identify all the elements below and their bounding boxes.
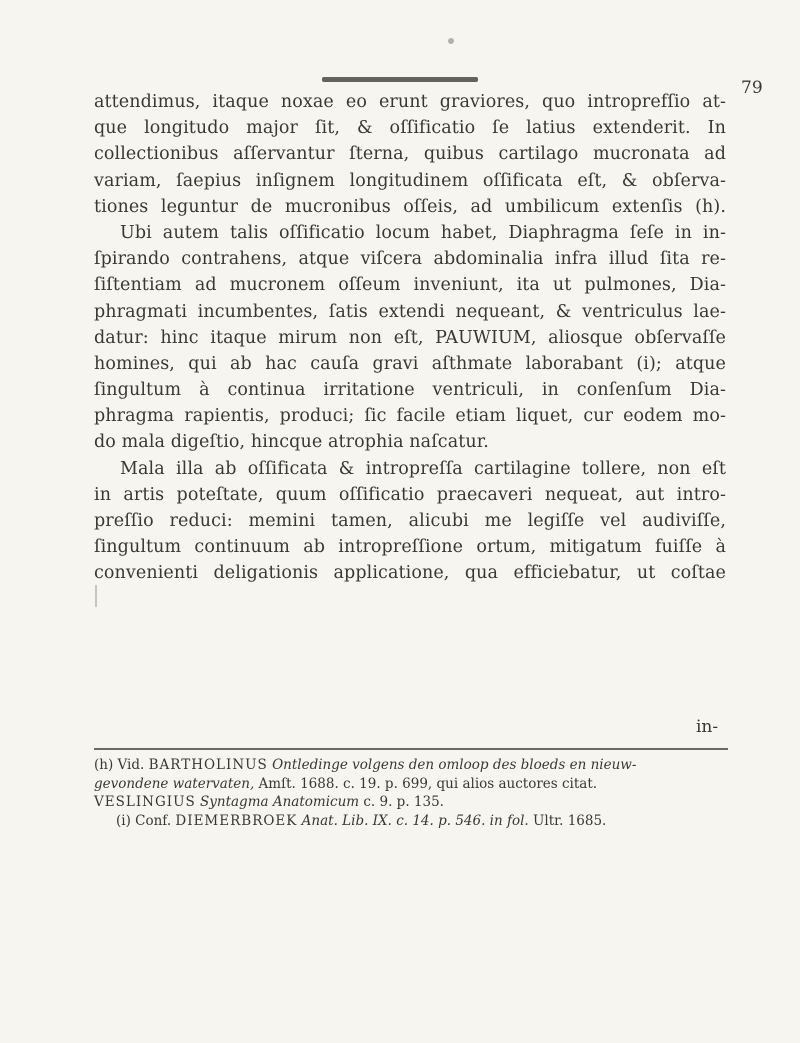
footnote-h-continued (94, 793, 728, 812)
footnote-title: Syntagma Anatomicum (200, 794, 360, 810)
footnote-title: Anat. Lib. IX. c. 14. p. 546. in fol. (301, 812, 529, 829)
text-line: preſſio reduci: memini tamen, alicubi me legiſſe vel audiviſſe, (94, 511, 726, 531)
text-line: do mala digeſtio, hincque atrophia naſcatur. (94, 432, 489, 453)
footnote-h (94, 756, 728, 775)
footnote-details: Amſt. 1688. c. 19. p. 699, qui alios auctores citat. (258, 775, 598, 792)
margin-mark (95, 585, 97, 607)
paper-speck (448, 38, 454, 44)
main-text-block (94, 89, 726, 587)
text-line: ſpirando contrahens, atque viſcera abdominalia infra illud ſita re- (94, 249, 726, 270)
footnote-rule (94, 748, 728, 750)
text-line: phragma rapientis, produci; ſic facile etiam liquet, cur eodem mo- (94, 406, 726, 427)
footnote-author: VESLINGIUS (94, 794, 196, 810)
text-line: tiones leguntur de mucronibus oſſeis, ad umbilicum extenſis (h). (94, 196, 726, 217)
footnote-h-continued (94, 775, 728, 794)
footnote-title: Ontledinge volgens den omloop des bloeds en nieuw- (272, 757, 637, 773)
text-line: variam, ſaepius inſignem longitudinem oſſificata eſt, & obſerva- (94, 170, 726, 191)
footnote-i (94, 812, 728, 831)
text-line: collectionibus aſſervantur ſterna, quibus cartilago mucronata ad (94, 144, 726, 165)
text-line: convenienti deligationis applicatione, qua efficiebatur, ut coſtae (94, 563, 726, 584)
footnote-conf: Conf. (135, 812, 172, 829)
page-number: 79 (741, 78, 763, 98)
text-line: Mala illa ab oſſificata & intropreſſa cartilagine tollere, non eſt (120, 458, 726, 479)
text-line: in artis poteſtate, quum oſſificatio praecaveri nequeat, aut intro- (94, 484, 726, 505)
header-ink-smudge (322, 77, 478, 82)
footnotes (94, 756, 728, 830)
text-line: Ubi autem talis oſſificatio locum habet, Diaphragma ſeſe in in- (120, 222, 726, 243)
footnote-marker: (h) (94, 757, 114, 773)
footnote-details: Ultr. 1685. (533, 812, 607, 829)
text-line: homines, qui ab hac cauſa gravi aſthmate laborabant (i); atque (94, 353, 726, 374)
text-line: datur: hinc itaque mirum non eſt, PAUWIUM, aliosque obſervaſſe (94, 327, 726, 348)
footnote-marker: (i) (116, 812, 131, 829)
text-line: ſingultum continuum ab intropreſſione ortum, mitigatum fuiſſe à (94, 537, 726, 558)
footnote-vid: Vid. (117, 757, 145, 773)
text-line: ſiſtentiam ad mucronem oſſeum inveniunt, ita ut pulmones, Dia- (94, 275, 726, 296)
text-line: attendimus, itaque noxae eo erunt graviores, quo introprefſio at- (94, 92, 726, 112)
text-line: phragmati incumbentes, ſatis extendi nequeant, & ventriculus lae- (94, 301, 726, 322)
footnote-details: c. 9. p. 135. (363, 794, 444, 810)
footnote-title-cont: gevondene watervaten, (94, 775, 255, 792)
text-line: que longitudo major ſit, & oſſificatio ſe latius extenderit. In (94, 118, 726, 139)
catchword: in- (696, 717, 719, 737)
text-line: ſingultum à continua irritatione ventriculi, in conſenſum Dia- (94, 380, 726, 401)
footnote-author: DIEMERBROEK (175, 812, 298, 829)
footnote-author: BARTHOLINUS (148, 757, 268, 773)
